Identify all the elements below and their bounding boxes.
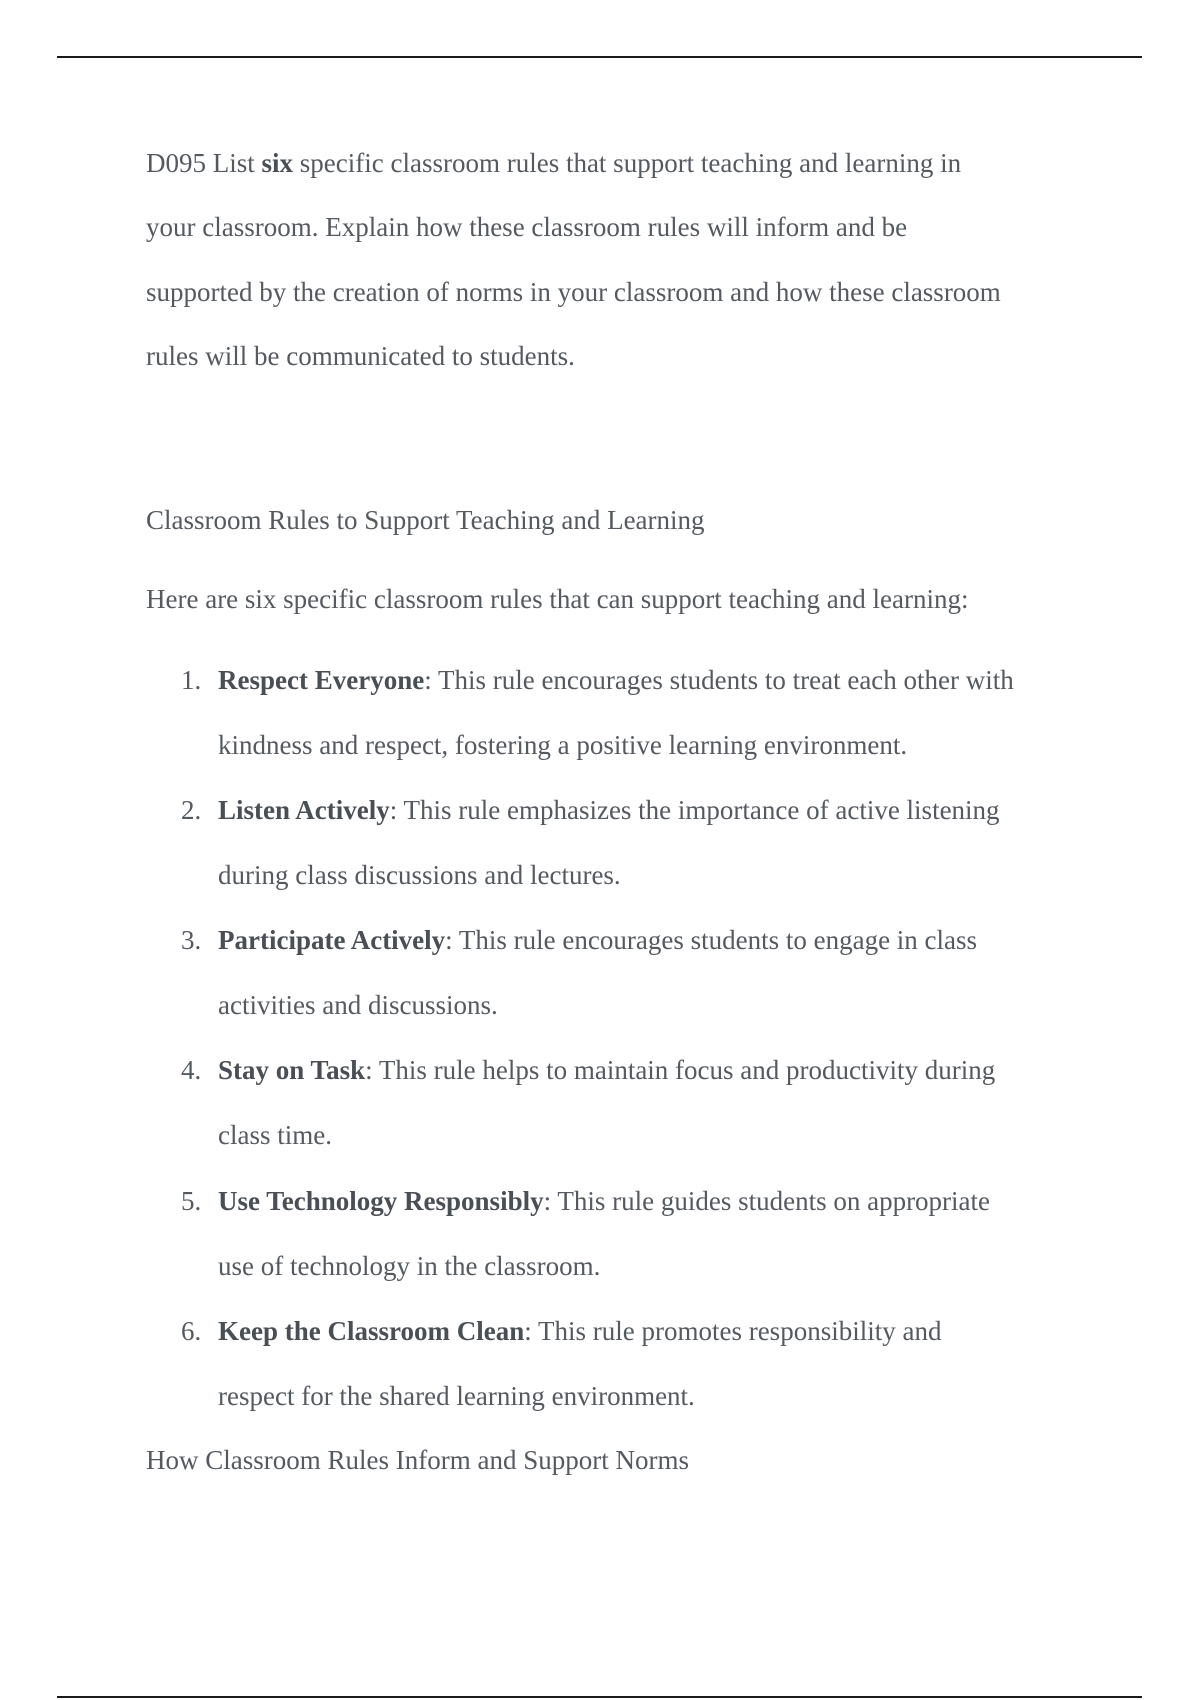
list-number: 6. bbox=[181, 1316, 202, 1346]
top-divider bbox=[57, 56, 1142, 58]
rules-intro: Here are six specific classroom rules that can support teaching and learning: bbox=[146, 584, 969, 614]
list-number: 5. bbox=[181, 1186, 202, 1216]
list-item-line-2: respect for the shared learning environment. bbox=[218, 1381, 695, 1411]
rule-title: Keep the Classroom Clean bbox=[218, 1316, 525, 1346]
bottom-divider bbox=[57, 1696, 1142, 1698]
prompt-emphasis: six bbox=[261, 148, 294, 178]
rule-description: : This rule promotes responsibility and bbox=[524, 1316, 942, 1346]
prompt-line-4: rules will be communicated to students. bbox=[146, 341, 575, 371]
rule-title: Respect Everyone bbox=[218, 665, 425, 695]
list-item-line-2: activities and discussions. bbox=[218, 990, 498, 1020]
list-number: 4. bbox=[181, 1055, 202, 1085]
list-item-line-2: kindness and respect, fostering a positive learning environment. bbox=[218, 730, 908, 760]
list-item-line-1 bbox=[218, 1057, 995, 1084]
rule-title: Participate Actively bbox=[218, 925, 446, 955]
prompt-text: D095 List bbox=[146, 148, 262, 178]
list-item-line-2: class time. bbox=[218, 1120, 332, 1150]
section-heading-rules: Classroom Rules to Support Teaching and Learning bbox=[146, 505, 705, 535]
section-heading-norms: How Classroom Rules Inform and Support Norms bbox=[146, 1445, 689, 1475]
list-number: 1. bbox=[181, 665, 202, 695]
rule-title: Listen Actively bbox=[218, 795, 390, 825]
prompt-line-1 bbox=[146, 150, 961, 177]
rule-description: : This rule encourages students to engage in class bbox=[445, 925, 978, 955]
rule-description: : This rule encourages students to treat each other with bbox=[424, 665, 1014, 695]
list-item-line-1 bbox=[218, 1188, 990, 1215]
rule-title: Use Technology Responsibly bbox=[218, 1186, 544, 1216]
list-item-line-1 bbox=[218, 667, 1014, 694]
rule-title: Stay on Task bbox=[218, 1055, 366, 1085]
list-number: 3. bbox=[181, 925, 202, 955]
list-item-line-1 bbox=[218, 797, 1000, 824]
prompt-line-2: your classroom. Explain how these classroom rules will inform and be bbox=[146, 212, 908, 242]
rule-description: : This rule emphasizes the importance of active listening bbox=[389, 795, 1000, 825]
prompt-line-3: supported by the creation of norms in your classroom and how these classroom bbox=[146, 277, 1001, 307]
prompt-text: specific classroom rules that support teaching and learning in bbox=[293, 148, 962, 178]
list-item-line-1 bbox=[218, 927, 977, 954]
rule-description: : This rule helps to maintain focus and productivity during bbox=[365, 1055, 996, 1085]
list-item-line-2: during class discussions and lectures. bbox=[218, 860, 621, 890]
rule-description: : This rule guides students on appropriate bbox=[543, 1186, 991, 1216]
list-item-line-2: use of technology in the classroom. bbox=[218, 1251, 601, 1281]
list-item-line-1 bbox=[218, 1318, 941, 1345]
list-number: 2. bbox=[181, 795, 202, 825]
